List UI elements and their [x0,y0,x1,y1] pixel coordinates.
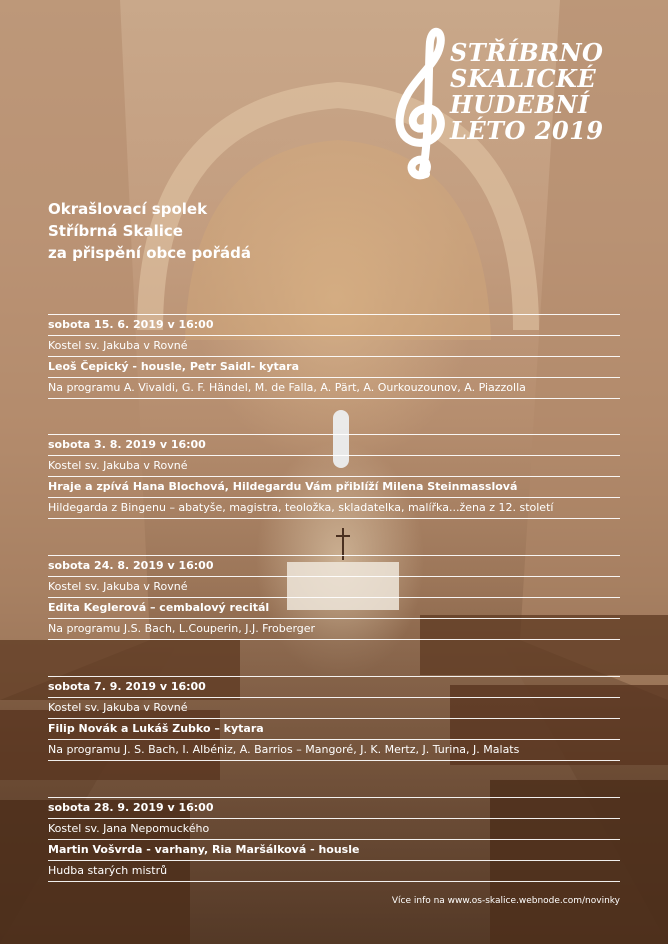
event-program: Na programu A. Vivaldi, G. F. Händel, M. de Falla, A. Pärt, A. Ourkouzounov, A. Piazzolla [48,377,620,399]
event-date: sobota 3. 8. 2019 v 16:00 [48,434,620,455]
organizer-line: za přispění obce pořádá [48,244,251,262]
event-performers: Filip Novák a Lukáš Zubko – kytara [48,718,620,739]
event-performers: Leoš Čepický - housle, Petr Saidl- kytara [48,356,620,377]
event-program: Na programu J.S. Bach, L.Couperin, J.J. Froberger [48,618,620,640]
title-line: SKALICKÉ [450,64,597,93]
event-venue: Kostel sv. Jakuba v Rovné [48,697,620,718]
event-date: sobota 7. 9. 2019 v 16:00 [48,676,620,697]
event-performers: Edita Keglerová – cembalový recitál [48,597,620,618]
event-3 [48,555,620,640]
festival-title [450,40,665,144]
event-date: sobota 15. 6. 2019 v 16:00 [48,314,620,335]
title-line: LÉTO 2019 [450,116,604,145]
event-venue: Kostel sv. Jakuba v Rovné [48,335,620,356]
event-5 [48,797,620,882]
organizer-line: Stříbrná Skalice [48,222,183,240]
event-2 [48,434,620,519]
event-performers: Martin Vošvrda - varhany, Ria Maršálková - housle [48,839,620,860]
event-program: Na programu J. S. Bach, I. Albéniz, A. Barrios – Mangoré, J. K. Mertz, J. Turina, J. Malats [48,739,620,761]
event-date: sobota 24. 8. 2019 v 16:00 [48,555,620,576]
event-date: sobota 28. 9. 2019 v 16:00 [48,797,620,818]
title-line: HUDEBNÍ [450,90,590,119]
event-performers: Hraje a zpívá Hana Blochová, Hildegardu Vám přiblíží Milena Steinmasslová [48,476,620,497]
event-program: Hudba starých mistrů [48,860,620,882]
organizer-text [48,198,251,264]
event-1 [48,314,620,399]
title-line: STŘÍBRNO [450,38,604,67]
event-4 [48,676,620,761]
organizer-line: Okrašlovací spolek [48,200,208,218]
event-venue: Kostel sv. Jana Nepomuckého [48,818,620,839]
event-venue: Kostel sv. Jakuba v Rovné [48,576,620,597]
treble-clef-icon [386,24,456,184]
more-info-link[interactable]: Více info na www.os-skalice.webnode.com/novinky [391,896,620,906]
event-venue: Kostel sv. Jakuba v Rovné [48,455,620,476]
event-program: Hildegarda z Bingenu – abatyše, magistra, teoložka, skladatelka, malířka...žena z 12. století [48,497,620,519]
